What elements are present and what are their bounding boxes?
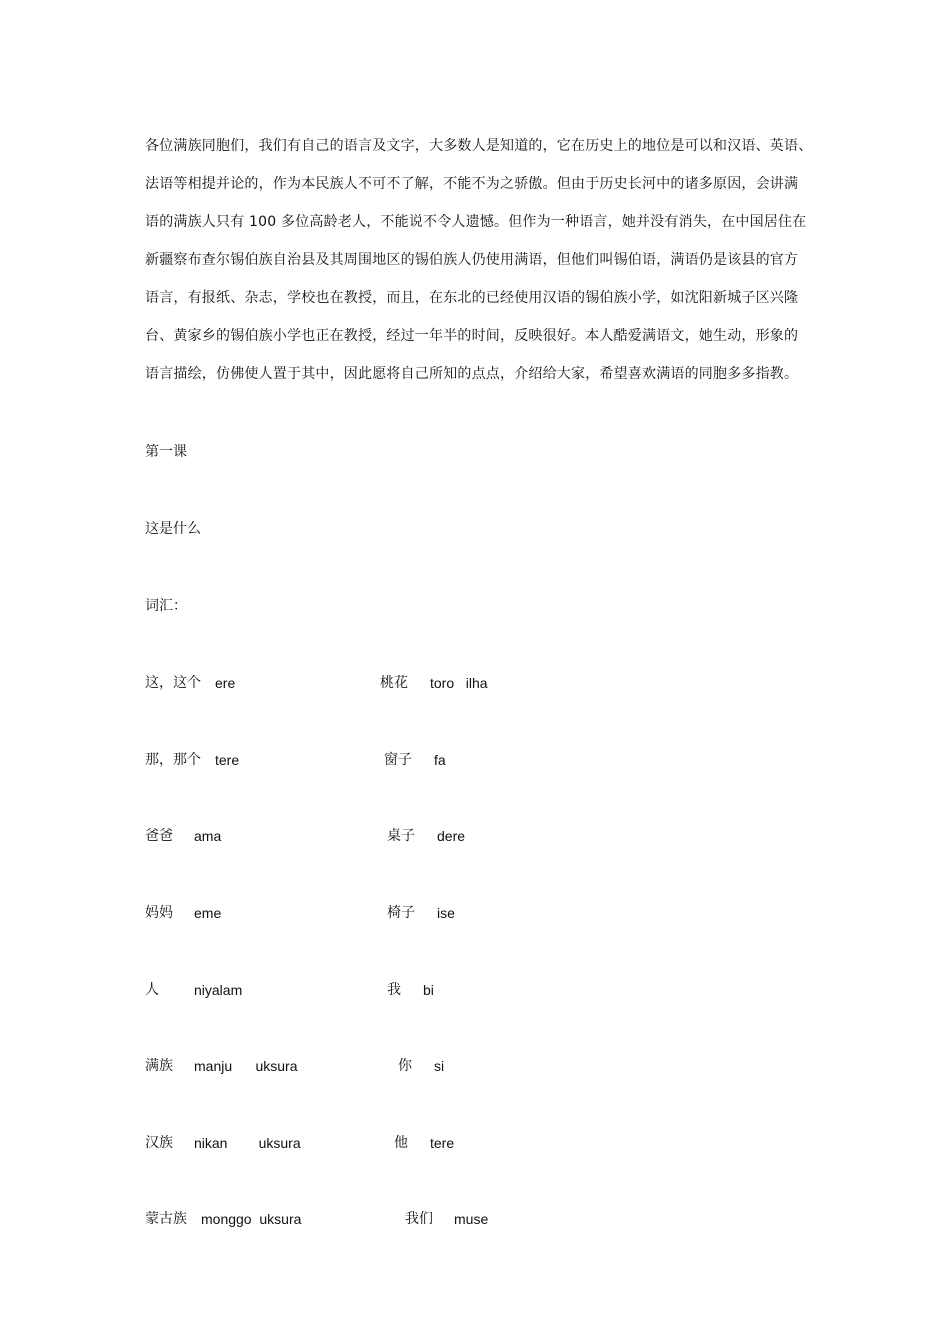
- vocab-5-left-manchu: niyalam: [194, 982, 243, 998]
- vocab-5-right-chinese: 我: [387, 982, 401, 998]
- vocab-5-left-chinese: 人: [145, 982, 159, 998]
- vocab-1-left-chinese: 这，这个: [145, 675, 201, 691]
- vocab-1-left-manchu: ere: [215, 675, 236, 691]
- vocab-6-right-chinese: 你: [398, 1058, 412, 1074]
- intro-line-6: 台、黄家乡的锡伯族小学也正在教授，经过一年半的时间，反映很好。本人酷爱满语文，她生动，形象的: [145, 328, 799, 344]
- vocab-1-right-chinese: 桃花: [380, 675, 408, 691]
- vocab-8-left-chinese: 蒙古族: [145, 1211, 187, 1227]
- intro-line-3: 语的满族人只有 100 多位高龄老人，不能说不令人遗憾。但作为一种语言，她并没有消失，在中国居住在: [145, 214, 807, 230]
- vocab-4-right-chinese: 椅子: [387, 905, 415, 921]
- vocab-4-left-chinese: 妈妈: [145, 905, 173, 921]
- intro-line-5: 语言，有报纸、杂志，学校也在教授，而且，在东北的已经使用汉语的锡伯族小学，如沈阳新城子区兴隆: [145, 290, 799, 306]
- vocab-8-right-chinese: 我们: [405, 1211, 433, 1227]
- intro-line-1: 各位满族同胞们，我们有自己的语言及文字，大多数人是知道的，它在历史上的地位是可以和汉语、英语、: [145, 138, 813, 154]
- vocab-8-left-manchu: monggo uksura: [201, 1211, 302, 1227]
- vocab-8-right-manchu: muse: [454, 1211, 489, 1227]
- intro-line-7: 语言描绘，仿佛使人置于其中，因此愿将自己所知的点点，介绍给大家，希望喜欢满语的同胞多多指教。: [145, 366, 799, 382]
- vocab-2-right-manchu: fa: [434, 752, 446, 768]
- vocab-7-left-manchu: nikan uksura: [194, 1135, 301, 1151]
- vocab-label: 词汇：: [145, 598, 187, 614]
- vocab-6-left-chinese: 满族: [145, 1058, 173, 1074]
- vocab-2-right-chinese: 窗子: [384, 752, 412, 768]
- vocab-2-left-manchu: tere: [215, 752, 240, 768]
- intro-line-2: 法语等相提并论的，作为本民族人不可不了解，不能不为之骄傲。但由于历史长河中的诸多原因，会讲满: [145, 176, 799, 192]
- vocab-4-right-manchu: ise: [437, 905, 455, 921]
- vocab-7-left-chinese: 汉族: [145, 1135, 173, 1151]
- vocab-6-right-manchu: si: [434, 1058, 445, 1074]
- vocab-6-left-manchu: manju uksura: [194, 1058, 298, 1074]
- intro-line-4: 新疆察布查尔锡伯族自治县及其周围地区的锡伯族人仍使用满语，但他们叫锡伯语，满语仍是该县的官方: [145, 252, 799, 268]
- vocab-2-left-chinese: 那，那个: [145, 752, 201, 768]
- lesson-title: 第一课: [145, 444, 187, 460]
- lesson-subtitle: 这是什么: [145, 521, 201, 537]
- vocab-3-left-manchu: ama: [194, 828, 222, 844]
- vocab-3-right-manchu: dere: [437, 828, 466, 844]
- vocab-1-right-manchu: toro ilha: [430, 675, 488, 691]
- vocab-7-right-manchu: tere: [430, 1135, 455, 1151]
- vocab-3-left-chinese: 爸爸: [145, 828, 173, 844]
- vocab-5-right-manchu: bi: [423, 982, 434, 998]
- vocab-4-left-manchu: eme: [194, 905, 222, 921]
- vocab-3-right-chinese: 桌子: [387, 828, 415, 844]
- vocab-7-right-chinese: 他: [394, 1135, 408, 1151]
